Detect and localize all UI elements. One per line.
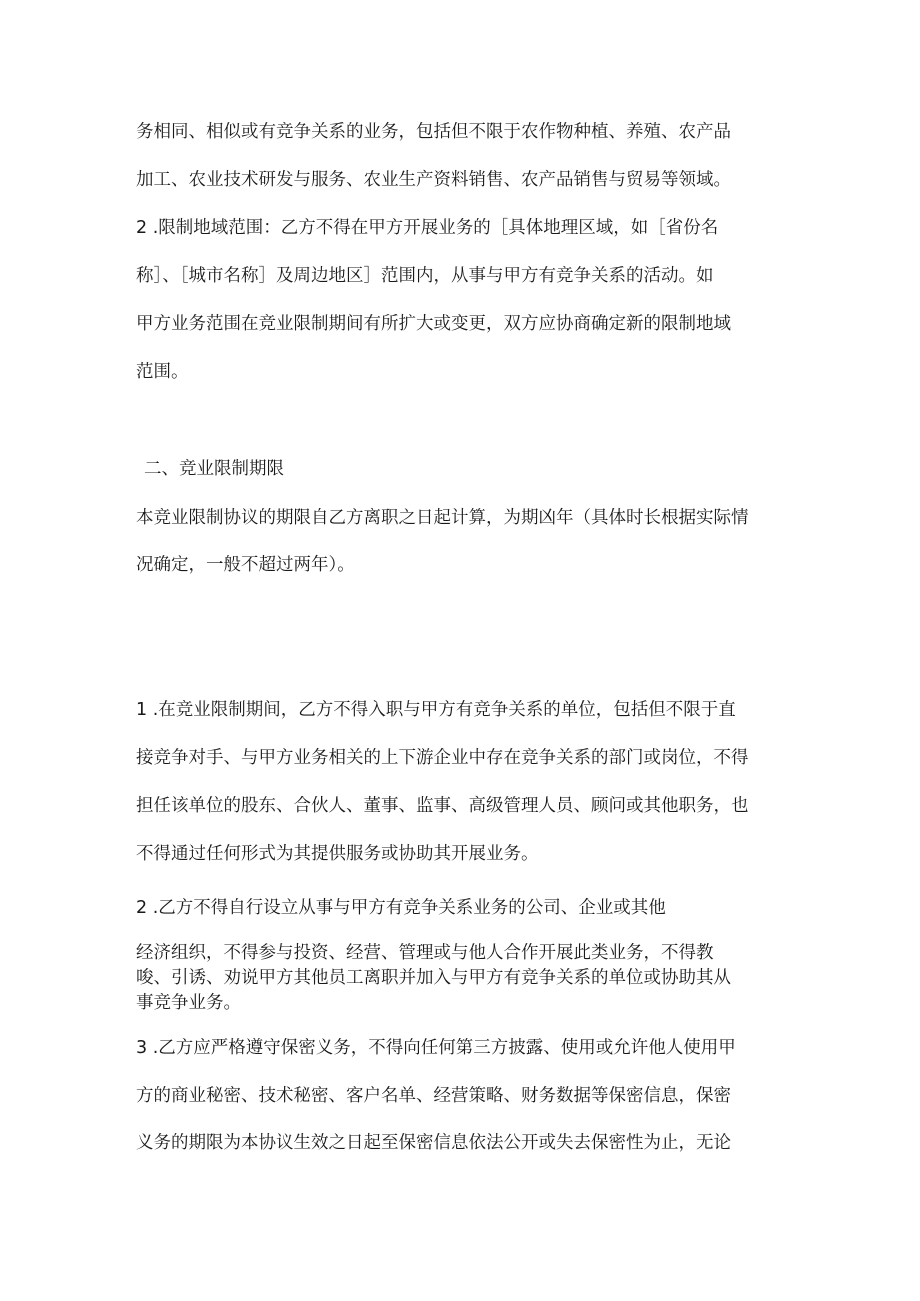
clause-2-business-restriction: 2 .乙方不得自行设立从事与甲方有竞争关系业务的公司、企业或其他 [136, 898, 666, 918]
text-line: 接竞争对手、与甲方业务相关的上下游企业中存在竞争关系的部门或岗位，不得 [136, 748, 749, 768]
text-line: 唆、引诱、劝说甲方其他员工离职并加入与甲方有竞争关系的单位或协助其从 [136, 968, 731, 988]
text-line: 务相同、相似或有竞争关系的业务，包括但不限于农作物种植、养殖、农产品 [136, 122, 731, 142]
text-line: 范围。 [136, 362, 189, 382]
text-line: 方的商业秘密、技术秘密、客户名单、经营策略、财务数据等保密信息，保密 [136, 1086, 731, 1106]
text-line: 义务的期限为本协议生效之日起至保密信息依法公开或失去保密性为止，无论 [136, 1133, 731, 1153]
text-line: 不得通过任何形式为其提供服务或协助其开展业务。 [136, 844, 539, 864]
clause-2-geographic-scope: 2 .限制地域范围：乙方不得在甲方开展业务的［具体地理区域，如［省份名 [136, 218, 719, 238]
text-line: 事竞争业务。 [136, 993, 241, 1013]
text-line: 经济组织，不得参与投资、经营、管理或与他人合作开展此类业务，不得教 [136, 943, 714, 963]
text-line: 担任该单位的股东、合伙人、董事、监事、高级管理人员、顾问或其他职务，也 [136, 796, 749, 816]
text-line: 况确定，一般不超过两年）。 [136, 555, 355, 575]
clause-1-employment-restriction: 1 .在竞业限制期间，乙方不得入职与甲方有竞争关系的单位，包括但不限于直 [136, 700, 736, 720]
text-line: 甲方业务范围在竞业限制期间有所扩大或变更，双方应协商确定新的限制地域 [136, 314, 731, 334]
section-heading: 二、竞业限制期限 [144, 459, 284, 479]
text-line: 称］、［城市名称］及周边地区］范围内，从事与甲方有竞争关系的活动。如 [136, 266, 714, 286]
clause-3-confidentiality: 3 .乙方应严格遵守保密义务，不得向任何第三方披露、使用或允许他人使用甲 [136, 1038, 736, 1058]
text-line: 加工、农业技术研发与服务、农业生产资料销售、农产品销售与贸易等领域。 [136, 170, 731, 190]
text-line: 本竞业限制协议的期限自乙方离职之日起计算，为期凶年（具体时长根据实际情 [136, 508, 749, 528]
